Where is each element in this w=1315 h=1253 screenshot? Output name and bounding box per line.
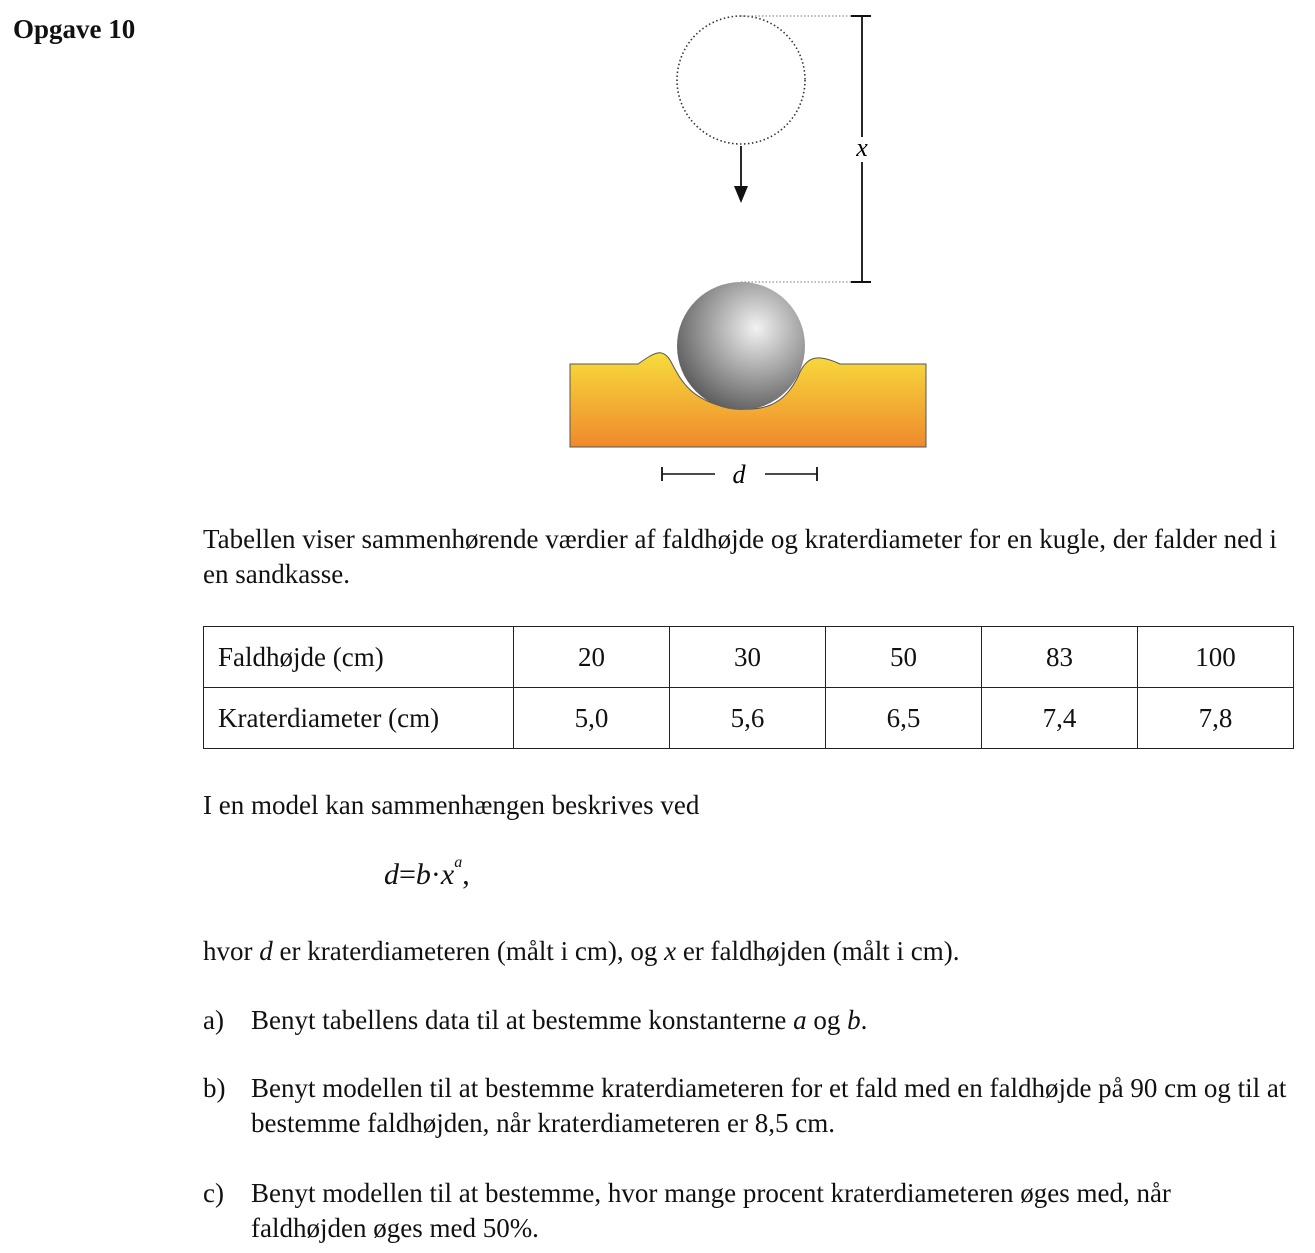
intro-paragraph: Tabellen viser sammenhørende værdier af faldhøjde og kraterdiameter for en kugle, der falder ned i en sandkasse. bbox=[203, 524, 1277, 589]
model-intro: I en model kan sammenhængen beskrives ved bbox=[203, 790, 700, 820]
text-part: . bbox=[860, 1005, 868, 1035]
table-cell: 30 bbox=[670, 627, 826, 688]
text-part: er kraterdiameteren (målt i cm), og bbox=[272, 936, 665, 966]
table-cell: 50 bbox=[826, 627, 982, 688]
formula-comma: , bbox=[462, 858, 470, 891]
data-table bbox=[203, 626, 1294, 749]
formula-b: b bbox=[415, 858, 431, 891]
question-label: c) bbox=[203, 1178, 224, 1208]
model-formula bbox=[384, 854, 470, 892]
ball-start-outline bbox=[677, 16, 805, 144]
formula-exponent: a bbox=[454, 854, 463, 871]
height-label: x bbox=[856, 133, 868, 162]
diameter-label: d bbox=[732, 460, 746, 489]
formula-x: x bbox=[440, 858, 455, 891]
table-row bbox=[204, 627, 1294, 688]
question-text: Benyt modellen til at bestemme kraterdiameteren for et fald med en faldhøjde på 90 cm og til at bestemme faldhøjden, når kraterdiameteren er 8,5 cm. bbox=[251, 1073, 1287, 1138]
row-header-crater-diameter: Kraterdiameter (cm) bbox=[204, 688, 514, 749]
table-cell: 5,0 bbox=[514, 688, 670, 749]
formula-dot: · bbox=[430, 858, 441, 891]
ball bbox=[677, 282, 805, 410]
question-text: Benyt modellen til at bestemme, hvor mange procent kraterdiameteren øges med, når faldhøjden øges med 50%. bbox=[251, 1178, 1171, 1243]
table-cell: 7,4 bbox=[982, 688, 1138, 749]
formula-lhs: d bbox=[384, 858, 399, 891]
text-part: hvor bbox=[203, 936, 260, 966]
variable-x: x bbox=[664, 936, 677, 966]
exercise-title: Opgave 10 bbox=[13, 14, 136, 44]
variable-explanation bbox=[203, 934, 959, 969]
variable-a: a bbox=[793, 1005, 807, 1035]
text-part: Benyt tabellens data til at bestemme konstanterne bbox=[251, 1005, 794, 1035]
variable-d: d bbox=[259, 936, 273, 966]
question-label: a) bbox=[203, 1005, 224, 1035]
formula-equals: = bbox=[399, 858, 416, 891]
falling-arrow-icon bbox=[734, 146, 748, 203]
table-cell: 6,5 bbox=[826, 688, 982, 749]
text-part: er faldhøjden (målt i cm). bbox=[676, 936, 960, 966]
table-cell: 83 bbox=[982, 627, 1138, 688]
text-part: og bbox=[806, 1005, 848, 1035]
table-cell: 20 bbox=[514, 627, 670, 688]
variable-b: b bbox=[847, 1005, 861, 1035]
table-row bbox=[204, 688, 1294, 749]
table-cell: 5,6 bbox=[670, 688, 826, 749]
falling-ball-figure bbox=[560, 10, 940, 490]
question-text bbox=[251, 1003, 1291, 1038]
table-cell: 7,8 bbox=[1138, 688, 1294, 749]
question-label: b) bbox=[203, 1073, 226, 1103]
table-cell: 100 bbox=[1138, 627, 1294, 688]
row-header-fall-height: Faldhøjde (cm) bbox=[204, 627, 514, 688]
